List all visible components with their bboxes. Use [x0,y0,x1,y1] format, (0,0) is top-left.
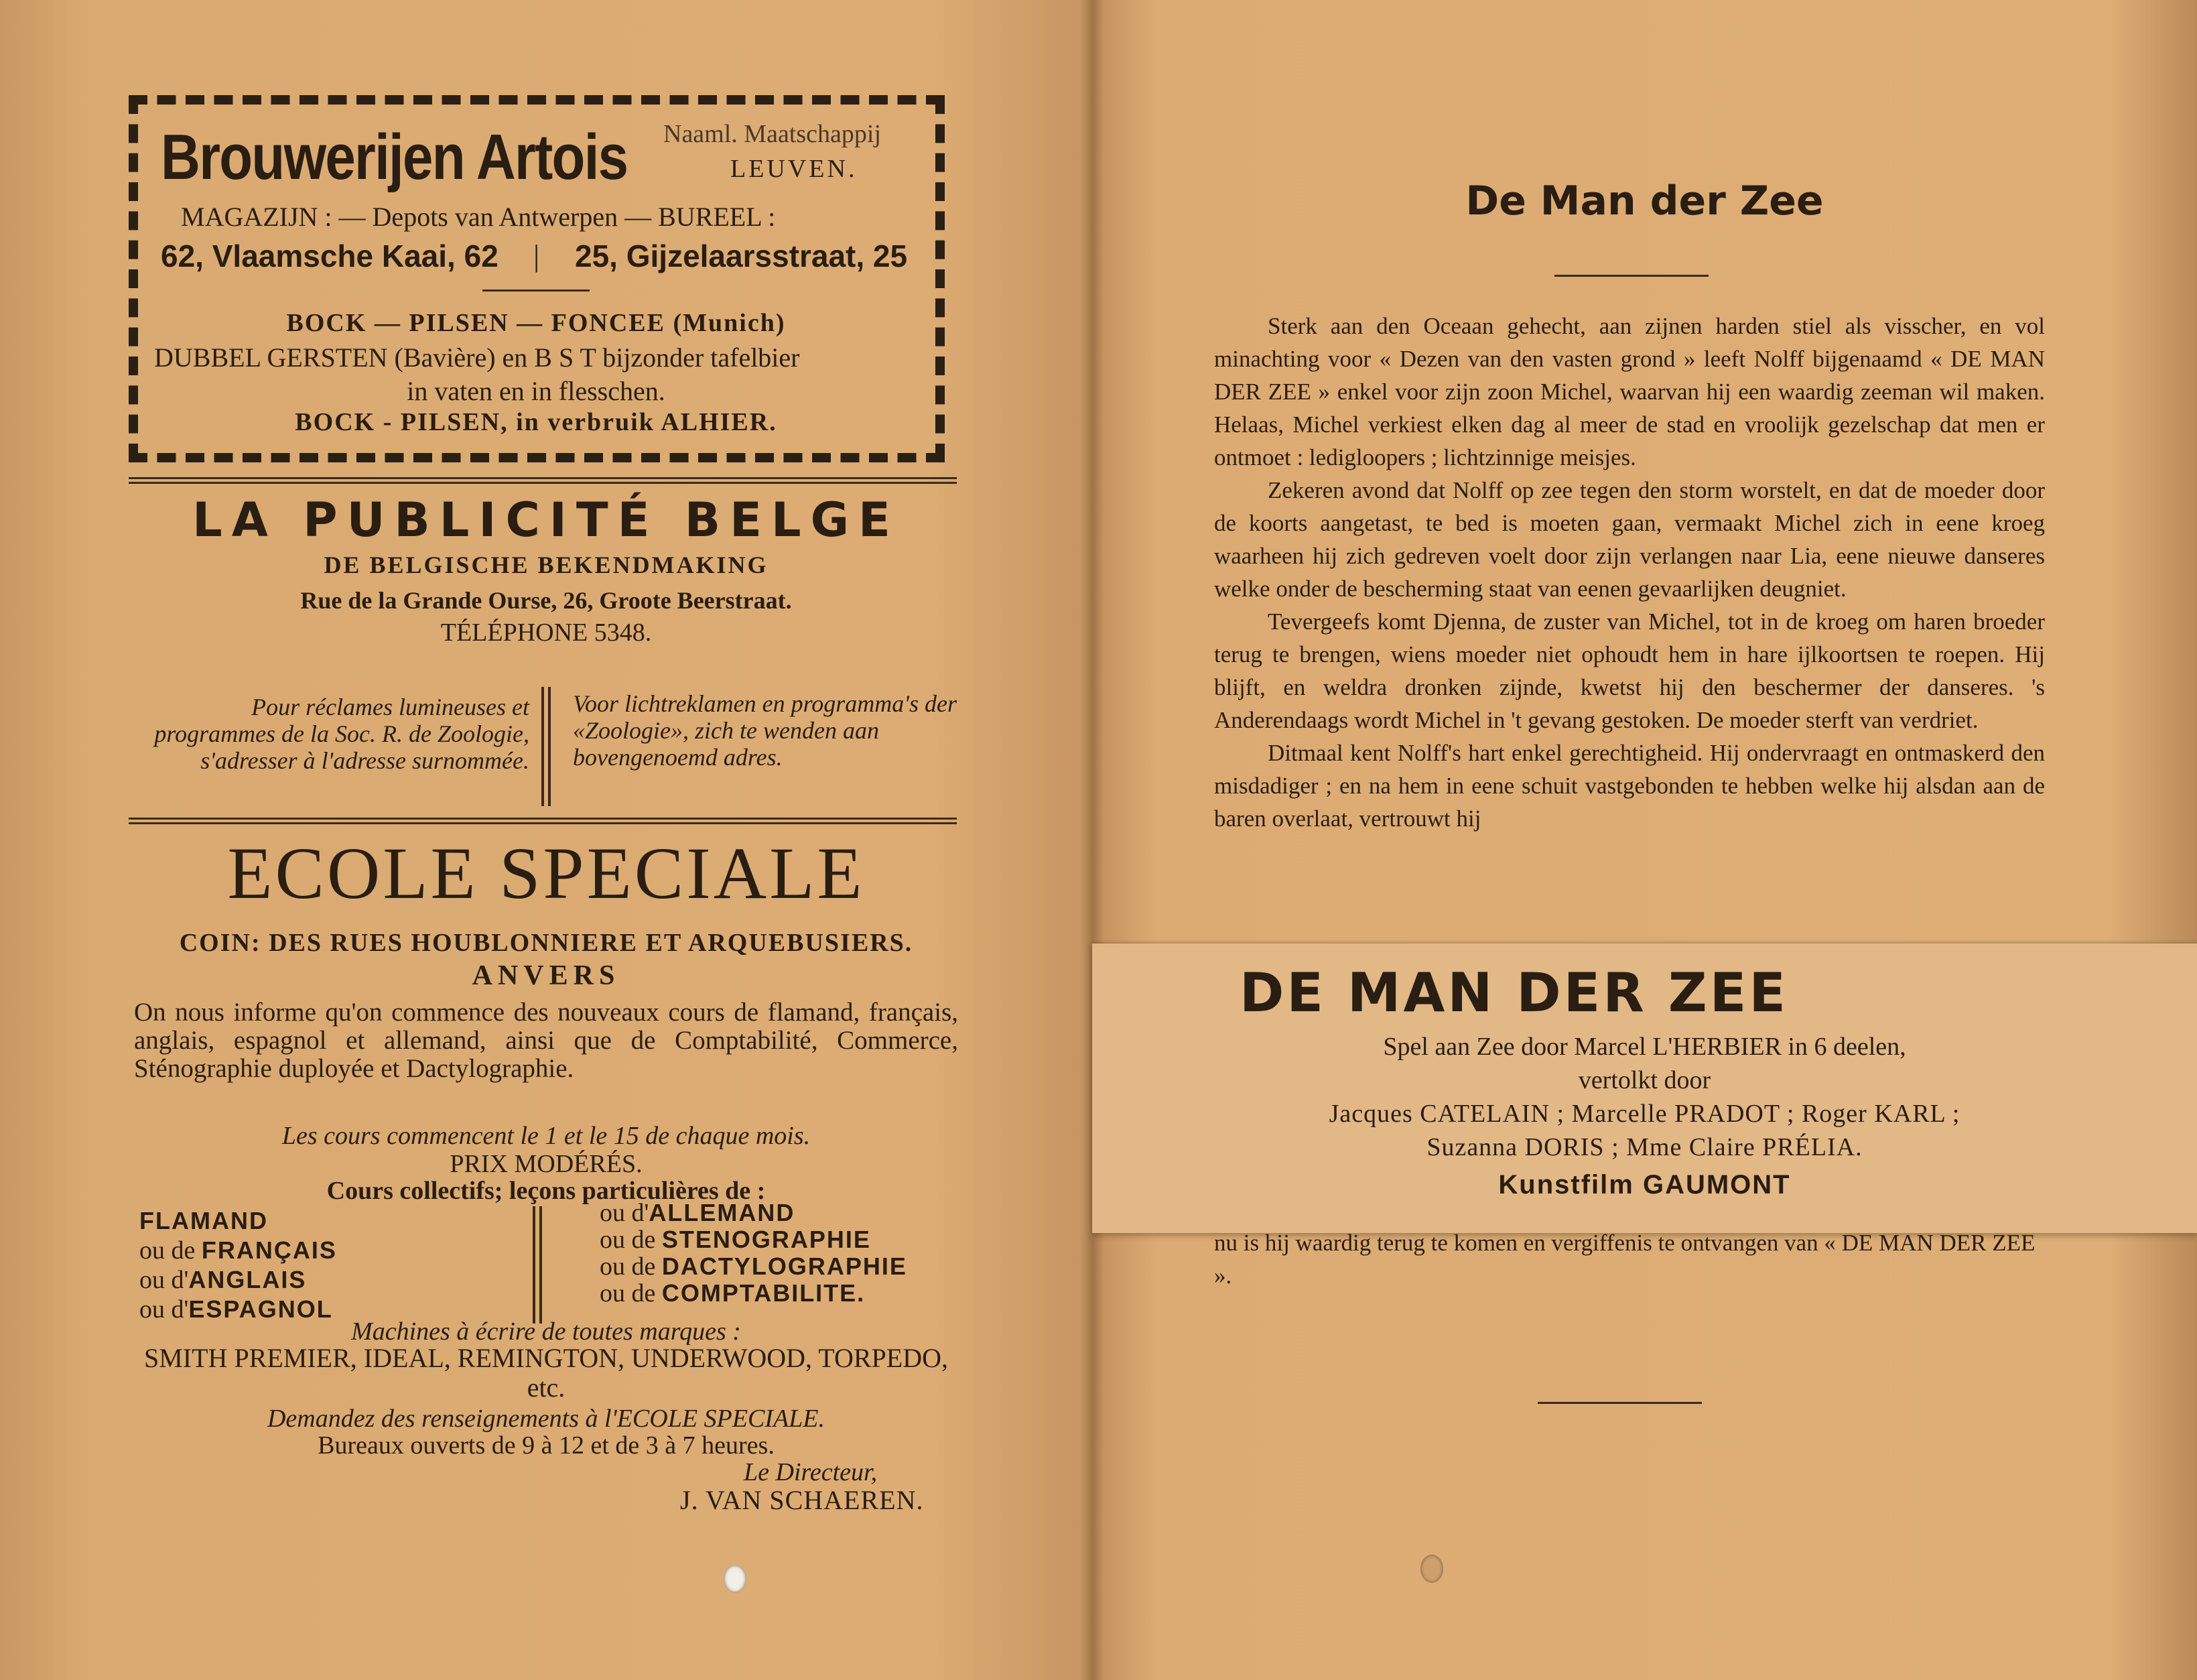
publicite-subtitle: DE BELGISCHE BEKENDMAKING [324,552,769,578]
story-paragraph: Zekeren avond dat Nolff op zee tegen den storm worstelt, en dat de moeder door de koorts aangetast, te bed is moeten gaan, vermaakt Michel zich in eene kroeg waarheen hij zich gedreven voelt door zijn verlangen naar Lia, eene nieuwe danseres welke onder de bescherming staat van eenen gevaarlijken deugniet. [1214,477,2045,602]
section-divider [129,477,957,484]
artois-address-left: 62, Vlaamsche Kaai, 62 [161,239,498,273]
insert-cast-line-1: Jacques CATELAIN ; Marcelle PRADOT ; Roger KARL ; [1329,1100,1960,1128]
artois-city: LEUVEN. [730,155,858,183]
ecole-machines: Machines à écrire de toutes marques : [351,1317,741,1346]
ecole-dates: Les cours commencent le 1 et le 15 de chaque mois. [281,1122,811,1150]
languages-right [600,1200,975,1307]
language-item: ou de STENOGRAPHIE [600,1226,871,1254]
artois-local: BOCK - PILSEN, in verbruik ALHIER. [295,408,777,436]
story-paragraph: Tevergeefs komt Djenna, de zuster van Michel, tot in de kroeg om haren broeder terug te brengen, wiens moeder niet ophoudt hem in hare ijlkoortsen te roepen. Hij blijft, en weldra dronken zijnde, kwetst hij den beschermer der danseres. 's Anderendaags wordt Michel in 't gevang gestoken. De moeder sterft van verdriet. [1214,608,2045,733]
artois-divider [482,289,590,292]
section-divider [129,818,957,824]
ecole-prix: PRIX MODÉRÉS. [450,1150,643,1178]
story-title: De Man der Zee [1465,178,1824,224]
ecole-bureaux: Bureaux ouverts de 9 à 12 et de 3 à 7 heures. [318,1431,775,1460]
ecole-title: ECOLE SPECIALE [227,832,865,914]
ecole-demandez: Demandez des renseignements à l'ECOLE SPECIALE. [267,1405,825,1433]
publicite-column-divider [541,687,551,806]
punch-hole [1420,1555,1443,1583]
artois-address-right: 25, Gijzelaarsstraat, 25 [575,239,908,273]
story-text [1214,310,2045,835]
story-paragraph: Ditmaal kent Nolff's hart enkel gerechtigheid. Hij ondervraagt en ontmaskerd den misdadiger ; en na hem in eene schuit vastgebonden te hebben welke hij alsdan aan de baren overlaat, vertrouwt hij [1214,740,2045,832]
right-page [1092,0,2197,1680]
punch-hole [724,1565,746,1593]
insert-spel: Spel aan Zee door Marcel L'HERBIER in 6 deelen, [1383,1033,1906,1061]
languages-column-divider [533,1206,542,1323]
ecole-director-title: Le Directeur, [744,1458,878,1486]
insert-cast-line-2: Suzanna DORIS ; Mme Claire PRÉLIA. [1426,1133,1863,1161]
languages-left [139,1206,528,1324]
language-item: ou de COMPTABILITE. [600,1279,866,1307]
insert-vertolkt: vertolkt door [1578,1066,1711,1094]
language-item: ou d'ESPAGNOL [139,1295,333,1323]
artois-brand: Brouwerijen Artois [161,121,628,193]
story-ending: nu is hij waardig terug te komen en vergiffenis te ontvangen van « DE MAN DER ZEE ». [1214,1230,2036,1289]
language-item: ou de FRANÇAIS [139,1236,337,1265]
language-item: ou de DACTYLOGRAPHIE [600,1252,907,1281]
ecole-intro: On nous informe qu'on commence des nouveaux cours de flamand, français, anglais, espagnol et allemand, ainsi que de Comptabilité, Commerce, Sténographie duployée et Dactylographie. [134,998,958,1083]
ecole-city: ANVERS [472,960,620,991]
artois-vaten: in vaten en in flesschen. [407,376,665,406]
language-item: ou d'ALLEMAND [600,1199,795,1227]
artois-depots-line: MAGAZIJN : — Depots van Antwerpen — BUREEL : [181,202,776,232]
publicite-address: Rue de la Grande Ourse, 26, Groote Beerstraat. [300,587,792,614]
ecole-coin: COIN: DES RUES HOUBLONNIERE ET ARQUEBUSIERS. [179,929,913,957]
artois-company: Naaml. Maatschappij [663,120,882,148]
insert-title: DE MAN DER ZEE [1240,962,1789,1024]
artois-dubbel: DUBBEL GERSTEN (Bavière) en B S T bijzonder tafelbier [154,342,800,373]
language-item: ou d'ANGLAIS [139,1266,307,1294]
publicite-dutch-text: Voor lichtreklamen en programma's der «Zoologie», zich te wenden aan bovengenoemd adres. [573,690,957,771]
insert-studio: Kunstfilm GAUMONT [1498,1170,1791,1200]
book-gutter [1080,0,1104,1680]
publicite-french-text: Pour réclames lumineuses et programmes de la Soc. R. de Zoologie, s'adresser à l'adresse surnommée. [154,694,529,774]
language-item: FLAMAND [139,1207,268,1234]
story-divider [1554,275,1709,277]
story-paragraph: Sterk aan den Oceaan gehecht, aan zijnen harden stiel als visscher, en vol minachting voor « Dezen van den vasten grond » leeft Nolff bijgenaamd « DE MAN DER ZEE » enkel voor zijn zoon Michel, waarvan hij een waardig zeeman wil maken. Helaas, Michel verkiest elken dag al meer de stad en vroolijk gezelschap dat men er ontmoet : ledigloopers ; lichtzinnige meisjes. [1214,313,2045,470]
artois-address-separator: | [533,239,540,273]
ecole-cours: Cours collectifs; leçons particulières de : [326,1177,766,1205]
artois-beers: BOCK — PILSEN — FONCEE (Munich) [286,309,786,337]
publicite-title: LA PUBLICITÉ BELGE [192,493,900,547]
ecole-brands: SMITH PREMIER, IDEAL, REMINGTON, UNDERWOOD, TORPEDO, etc. [143,1343,949,1403]
ecole-director-name: J. VAN SCHAEREN. [680,1485,924,1515]
publicite-phone: TÉLÉPHONE 5348. [440,619,652,647]
story-divider [1538,1402,1702,1404]
